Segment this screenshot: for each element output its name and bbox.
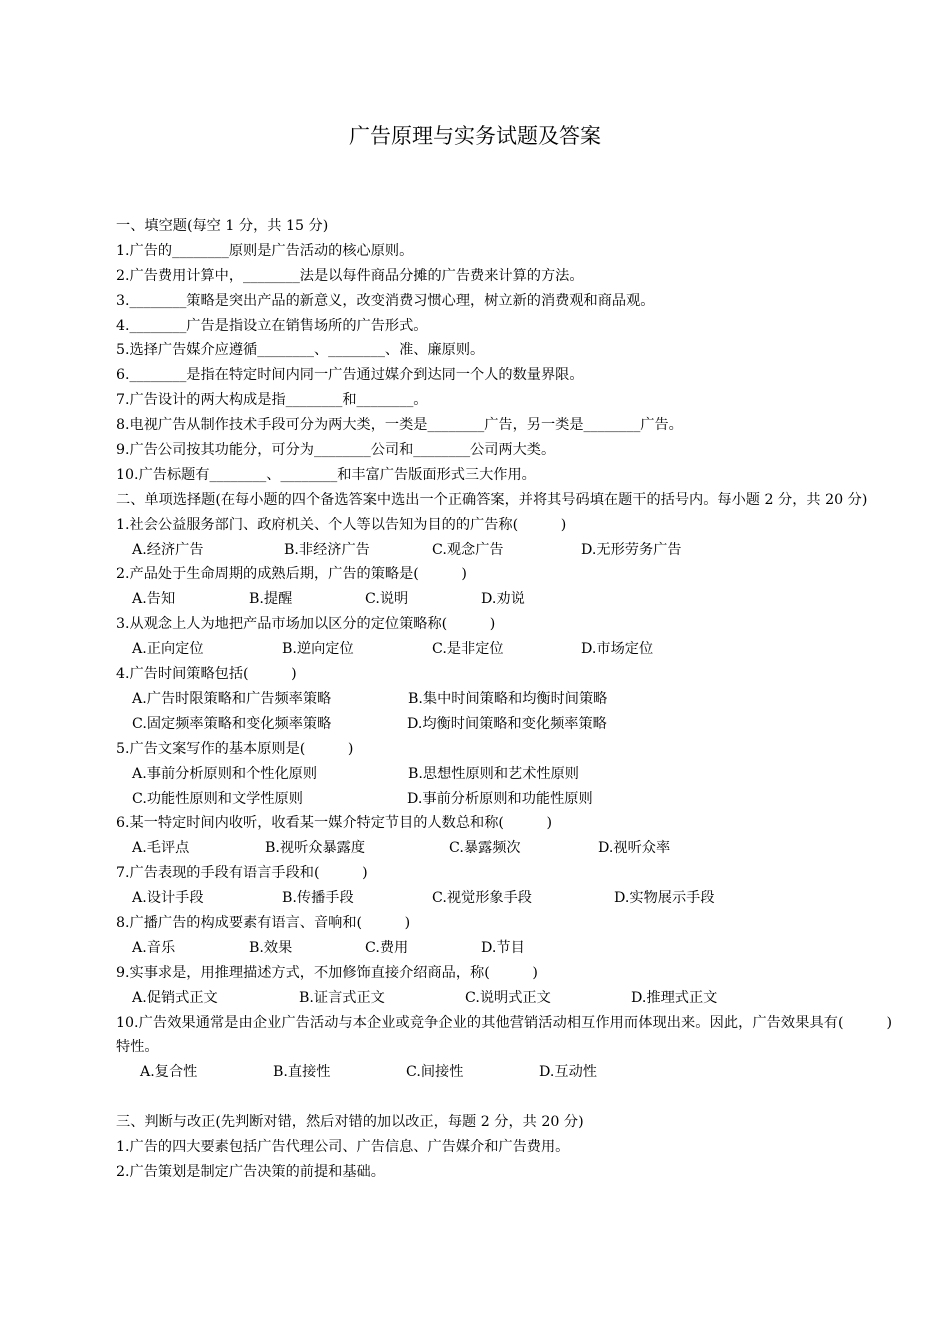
option-d: D.互动性	[539, 1064, 597, 1081]
option-c: C.说明	[365, 591, 409, 608]
option-b: B.传播手段	[282, 890, 354, 907]
fill-blank-item: 2.广告费用计算中，________法是以每件商品分摊的广告费来计算的方法。	[116, 267, 584, 284]
option-a: A.毛评点	[132, 840, 190, 857]
choice-options	[116, 787, 892, 812]
option-a: A.告知	[132, 591, 176, 608]
choice-question: 3.从观念上人为地把产品市场加以区分的定位策略称( )	[116, 616, 496, 633]
option-a: A.经济广告	[132, 541, 204, 558]
choice-question: 10.广告效果通常是由企业广告活动与本企业或竞争企业的其他营销活动相互作用而体现出来。因此，广告效果具有( )特性。	[116, 1014, 892, 1056]
option-d: D.均衡时间策略和变化频率策略	[407, 715, 607, 732]
option-a: A.设计手段	[132, 890, 204, 907]
choice-question: 6.某一特定时间内收听，收看某一媒介特定节目的人数总和称( )	[116, 815, 553, 832]
option-d: D.视听众率	[598, 840, 671, 857]
option-c: C.是非定位	[432, 641, 504, 658]
choice-question: 7.广告表现的手段有语言手段和( )	[116, 865, 368, 882]
option-b: B.非经济广告	[284, 541, 370, 558]
option-c: C.暴露频次	[449, 840, 521, 857]
option-d: D.推理式正文	[631, 989, 718, 1006]
choice-options	[116, 836, 892, 861]
option-b: B.逆向定位	[282, 641, 354, 658]
option-b: B.集中时间策略和均衡时间策略	[408, 690, 608, 707]
choice-options	[116, 637, 892, 662]
choice-options	[116, 986, 892, 1011]
option-c: C.间接性	[406, 1064, 464, 1081]
option-c: C.说明式正文	[465, 989, 551, 1006]
option-c: C.视觉形象手段	[432, 890, 532, 907]
choice-options	[116, 762, 892, 787]
option-c: C.观念广告	[432, 541, 504, 558]
fill-blank-item: 8.电视广告从制作技术手段可分为两大类，一类是________广告，另一类是________广告。	[116, 417, 683, 434]
blank-line	[116, 1085, 892, 1110]
true-false-item: 2.广告策划是制定广告决策的前提和基础。	[116, 1163, 385, 1180]
fill-blank-item: 5.选择广告媒介应遵循________、________、准、廉原则。	[116, 342, 485, 359]
option-d: D.劝说	[481, 591, 525, 608]
fill-blank-item: 4.________广告是指设立在销售场所的广告形式。	[116, 317, 428, 334]
choice-options	[116, 936, 892, 961]
option-a: A.广告时限策略和广告频率策略	[132, 690, 332, 707]
section1-heading: 一、填空题(每空 1 分，共 15 分)	[116, 218, 329, 234]
choice-options	[116, 538, 892, 563]
choice-options	[116, 687, 892, 712]
option-c: C.功能性原则和文学性原则	[132, 790, 303, 807]
option-a: A.复合性	[140, 1064, 198, 1081]
option-b: B.思想性原则和艺术性原则	[408, 765, 579, 782]
fill-blank-item: 1.广告的________原则是广告活动的核心原则。	[116, 242, 414, 259]
document-body	[116, 214, 892, 1185]
option-c: C.费用	[365, 939, 409, 956]
choice-question: 9.实事求是，用推理描述方式，不加修饰直接介绍商品，称( )	[116, 964, 538, 981]
option-d: D.无形劳务广告	[581, 541, 682, 558]
true-false-item: 1.广告的四大要素包括广告代理公司、广告信息、广告媒介和广告费用。	[116, 1139, 570, 1155]
option-b: B.提醒	[249, 591, 293, 608]
choice-options	[116, 886, 892, 911]
option-d: D.市场定位	[581, 641, 654, 658]
choice-question: 1.社会公益服务部门、政府机关、个人等以告知为目的的广告称( )	[116, 516, 567, 533]
option-d: D.实物展示手段	[614, 890, 715, 907]
choice-question: 5.广告文案写作的基本原则是( )	[116, 740, 354, 757]
option-a: A.事前分析原则和个性化原则	[132, 765, 318, 782]
option-d: D.节目	[481, 939, 525, 956]
option-b: B.效果	[249, 939, 293, 956]
option-b: B.视听众暴露度	[265, 840, 366, 857]
choice-options	[116, 712, 892, 737]
choice-question: 2.产品处于生命周期的成熟后期，广告的策略是( )	[116, 566, 467, 583]
option-a: A.正向定位	[132, 641, 204, 658]
fill-blank-item: 9.广告公司按其功能分，可分为________公司和________公司两大类。	[116, 442, 556, 459]
section3-heading: 三、判断与改正(先判断对错，然后对错的加以改正，每题 2 分，共 20 分)	[116, 1114, 584, 1131]
choice-options	[116, 1060, 892, 1085]
section2-heading: 二、单项选择题(在每小题的四个备选答案中选出一个正确答案，并将其号码填在题干的括号内。每小题 2 分，共 20 分)	[116, 491, 868, 508]
fill-blank-item: 10.广告标题有________、________和丰富广告版面形式三大作用。	[116, 466, 536, 483]
fill-blank-item: 7.广告设计的两大构成是指________和________。	[116, 392, 428, 409]
option-a: A.促销式正文	[132, 989, 218, 1006]
choice-question: 8.广播广告的构成要素有语言、音响和( )	[116, 914, 411, 931]
option-d: D.事前分析原则和功能性原则	[407, 790, 593, 807]
fill-blank-item: 3.________策略是突出产品的新意义，改变消费习惯心理，树立新的消费观和商品观。	[116, 292, 655, 309]
document-title: 广告原理与实务试题及答案	[349, 124, 601, 148]
option-a: A.音乐	[132, 939, 176, 956]
option-c: C.固定频率策略和变化频率策略	[132, 715, 332, 732]
option-b: B.直接性	[273, 1064, 331, 1081]
option-b: B.证言式正文	[299, 989, 385, 1006]
choice-options	[116, 587, 892, 612]
choice-question: 4.广告时间策略包括( )	[116, 666, 297, 683]
fill-blank-item: 6.________是指在特定时间内同一广告通过媒介到达同一个人的数量界限。	[116, 367, 584, 384]
